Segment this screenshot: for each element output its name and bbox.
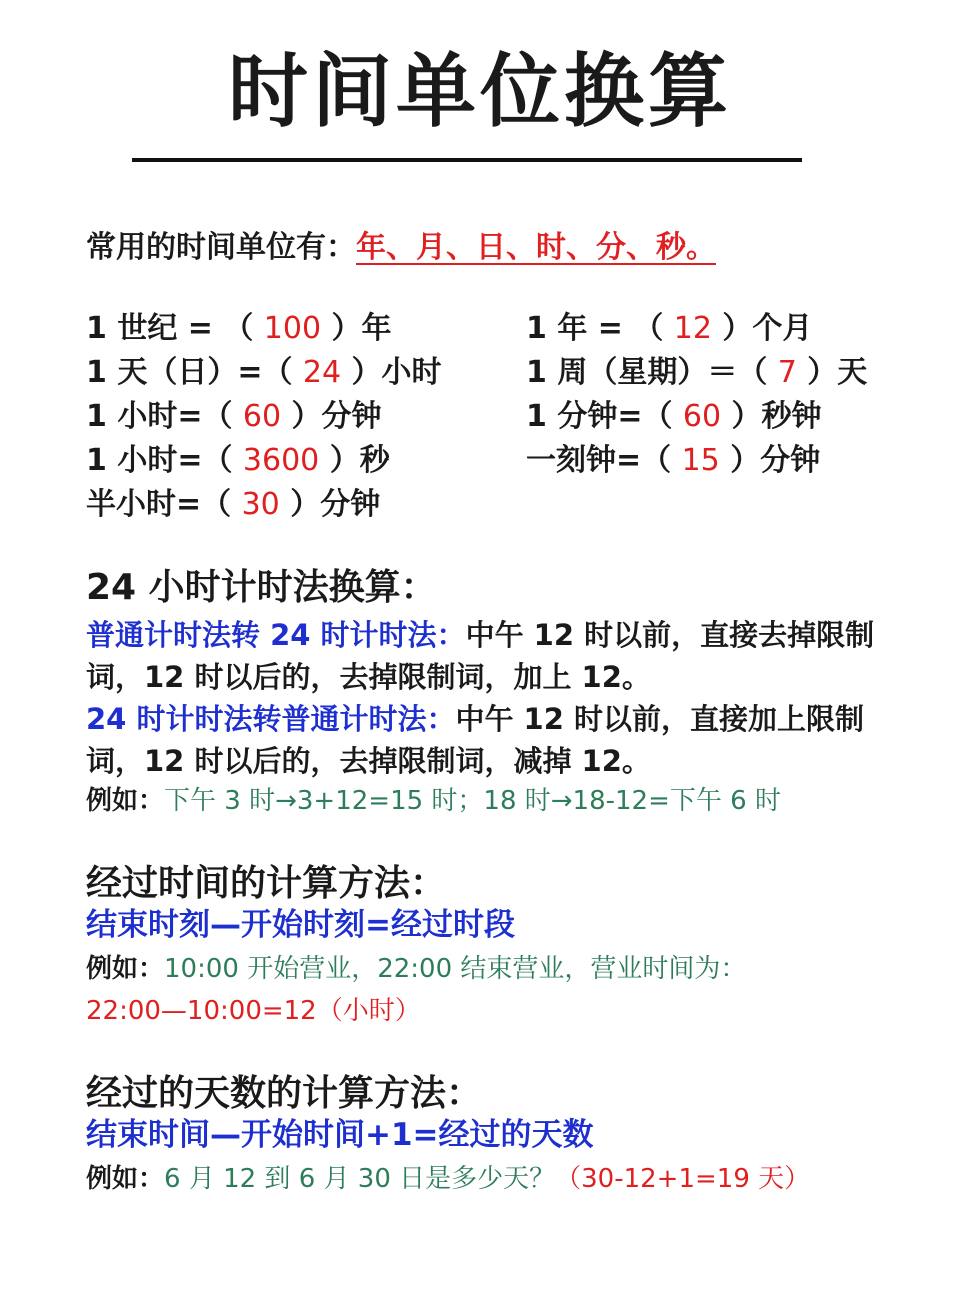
conversion-pre: 1 天（日）=（	[86, 355, 303, 390]
example-label: 例如：	[86, 786, 165, 816]
conversion-value: 60	[682, 399, 722, 434]
conversion-row	[526, 355, 868, 390]
conversion-post: ）天	[796, 355, 868, 390]
conversion-value: 12	[673, 311, 712, 346]
conversion-pre: 1 小时=（	[86, 399, 243, 434]
conversion-row	[526, 311, 813, 346]
conversion-pre: 1 周（星期）＝（	[526, 355, 778, 390]
example-line	[86, 956, 746, 982]
title-divider	[132, 158, 802, 162]
units-line	[86, 222, 716, 266]
rule-label: 24 时计时法转普通计时法：	[86, 702, 456, 736]
days-formula: 结束时间—开始时间+1=经过的天数	[86, 1117, 594, 1153]
example-text: 下午 3 时→3+12=15 时；18 时→18-12=下午 6 时	[164, 786, 781, 816]
conversion-post: ）年	[321, 311, 392, 346]
conversion-value: 24	[302, 355, 342, 390]
elapsed-formula: 结束时刻—开始时刻=经过时段	[86, 907, 515, 943]
conversion-post: ）秒	[319, 443, 390, 478]
conversion-pre: 半小时=（	[86, 487, 242, 522]
conversion-row	[86, 311, 392, 346]
conversion-value: 100	[263, 311, 322, 346]
rule-text: 中午 12 时以前，直接去掉限制词，12 时以后的，去掉限制词，加上 12。	[86, 618, 875, 694]
units-list: 年、月、日、时、分、秒。	[356, 230, 716, 265]
conversion-row	[86, 443, 390, 478]
example-label: 例如：	[86, 1164, 165, 1194]
units-label: 常用的时间单位有：	[86, 230, 356, 265]
conversion-post: ）个月	[711, 311, 813, 346]
conversion-value: 30	[241, 487, 280, 522]
conversion-value: 60	[242, 399, 282, 434]
conversion-value: 15	[681, 443, 720, 478]
page-title: 时间单位换算	[228, 45, 732, 138]
conversion-pre: 1 分钟=（	[526, 399, 683, 434]
example-line	[86, 1166, 810, 1192]
conversion-row	[86, 399, 382, 434]
conversion-post: ）小时	[341, 355, 442, 390]
example-text: 10:00 开始营业，22:00 结束营业，营业时间为：	[164, 954, 747, 984]
example-line	[86, 788, 781, 814]
example-answer-line	[86, 998, 421, 1024]
conversion-row	[86, 487, 381, 522]
rule-label: 普通计时法转 24 时计时法：	[86, 618, 466, 652]
rule-paragraph	[86, 614, 886, 698]
example-answer: （30-12+1=19 天）	[555, 1164, 811, 1194]
conversion-row	[526, 443, 821, 478]
conversion-pre: 一刻钟=（	[526, 443, 682, 478]
rule-paragraph	[86, 698, 886, 782]
conversion-row	[86, 355, 442, 390]
example-text: 6 月 12 到 6 月 30 日是多少天？	[164, 1164, 556, 1194]
conversion-post: ）秒钟	[721, 399, 822, 434]
conversion-pre: 1 小时=（	[86, 443, 243, 478]
section-heading-days: 经过的天数的计算方法：	[86, 1073, 483, 1114]
conversion-row	[526, 399, 822, 434]
example-answer: 22:00—10:00=12（小时）	[86, 996, 421, 1026]
conversion-post: ）分钟	[281, 399, 382, 434]
conversion-value: 7	[777, 355, 797, 390]
section-heading-24h: 24 小时计时法换算：	[86, 567, 437, 608]
conversion-post: ）分钟	[279, 487, 381, 522]
conversion-pre: 1 年 = （	[526, 311, 674, 346]
conversion-value: 3600	[242, 443, 320, 478]
conversion-pre: 1 世纪 = （	[86, 311, 264, 346]
rule-text: 中午 12 时以前，直接加上限制词，12 时以后的，去掉限制词，减掉 12。	[86, 702, 865, 778]
example-label: 例如：	[86, 954, 165, 984]
conversion-post: ）分钟	[719, 443, 821, 478]
section-heading-elapsed: 经过时间的计算方法：	[86, 863, 447, 904]
